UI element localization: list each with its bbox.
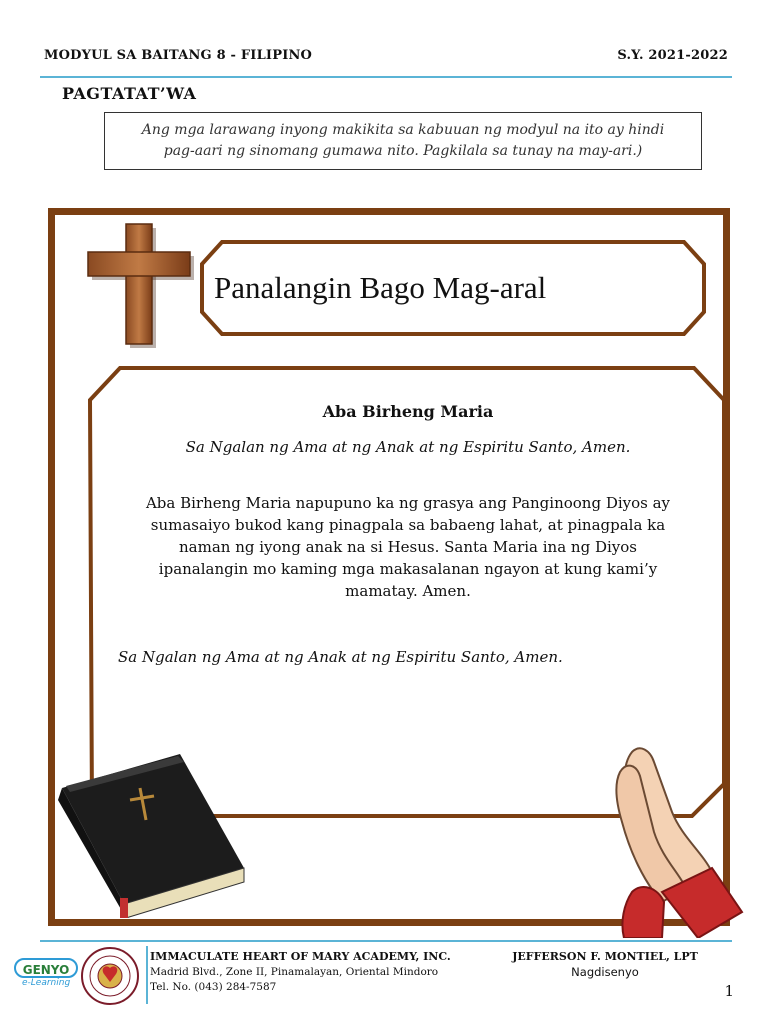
footer-divider [40,940,732,942]
genyo-logo-sub: e-Learning [22,978,71,988]
footer-vertical-divider [146,946,148,1004]
genyo-logo-text: GENYO [14,958,78,978]
invocation-top: Sa Ngalan ng Ama at ng Anak at ng Espiritu Santo, Amen. [185,438,631,456]
page-number: 1 [724,982,734,1000]
disclaimer-box [104,112,702,170]
school-address: Madrid Blvd., Zone II, Pinamalayan, Oriental Mindoro [150,966,439,978]
cross-icon [84,222,194,352]
banner-title: Panalangin Bago Mag-aral [214,270,547,305]
section-title: PAGTATAT’WA [62,84,197,103]
school-name: IMMACULATE HEART OF MARY ACADEMY, INC. [150,950,451,963]
prayer-line: naman ng iyong anak na si Hesus. Santa Maria ina ng Diyos [179,538,637,556]
prayer-body [118,492,698,602]
invocation-bottom: Sa Ngalan ng Ama at ng Anak at ng Espiritu Santo, Amen. [118,648,563,666]
header-divider [40,76,732,78]
disclaimer-line-1: Ang mga larawang inyong makikita sa kabuuan ng modyul na ito ay hindi [141,122,665,138]
module-title: MODYUL SA BAITANG 8 - FILIPINO [44,48,313,63]
prayer-line: Aba Birheng Maria napupuno ka ng grasya ang Panginoong Diyos ay [145,494,671,512]
prayer-title: Aba Birheng Maria [322,402,494,421]
designer-name: JEFFERSON F. MONTIEL, LPT [512,950,698,963]
school-telephone: Tel. No. (043) 284-7587 [150,981,277,993]
designer-role: Nagdisenyo [571,965,639,979]
prayer-line: mamatay. Amen. [345,582,471,600]
disclaimer-line-2: pag-aari ng sinomang gumawa nito. Pagkilala sa tunay na may-ari.) [163,143,643,159]
bible-icon [50,748,250,918]
school-seal-icon [80,946,140,1006]
prayer-line: ipanalangin mo kaming mga makasalanan ngayon at kung kami’y [158,560,658,578]
genyo-logo [14,958,80,992]
praying-hands-icon [602,742,752,938]
prayer-line: sumasaiyo bukod kang pinagpala sa babaeng lahat, at pinagpala ka [150,516,666,534]
school-year: S.Y. 2021-2022 [617,48,728,63]
